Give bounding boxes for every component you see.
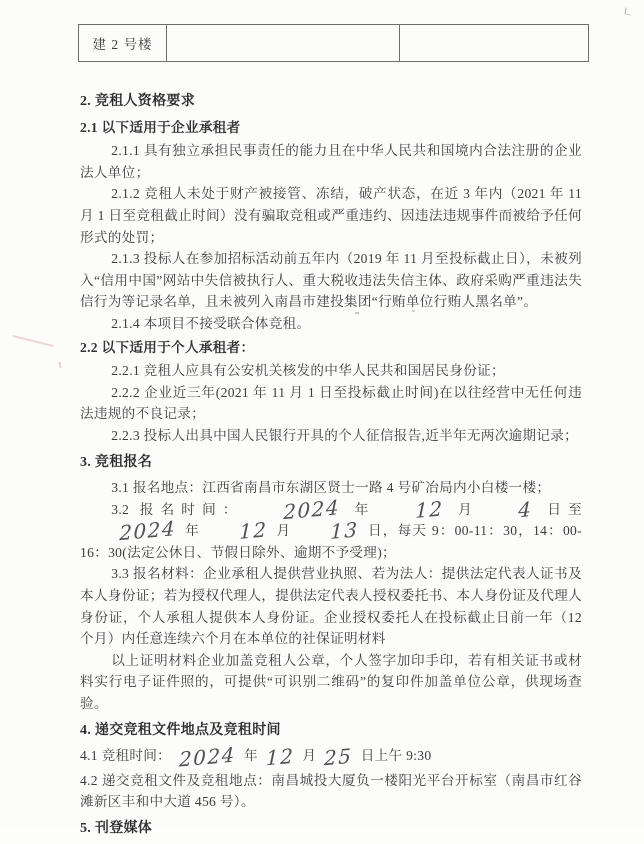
handwritten-text: 2024 bbox=[119, 516, 177, 546]
paragraph bbox=[80, 742, 582, 772]
handwritten-text: 13 bbox=[330, 517, 360, 545]
table-cell-empty-2 bbox=[400, 25, 589, 62]
scan-artifact bbox=[12, 335, 53, 347]
handwritten-text: 25 bbox=[324, 743, 353, 771]
scan-artifact bbox=[58, 362, 61, 368]
handwritten-text: 2024 bbox=[178, 742, 237, 772]
paragraph bbox=[80, 494, 583, 564]
paragraph bbox=[80, 770, 582, 813]
printed-text: 4.2 递交竞租文件及竞租地点：南昌城投大厦负一楼阳光平台开标室（南昌市红谷滩新区丰和中大道 456 号）。 bbox=[80, 772, 582, 810]
printed-text: 2.1.1 具有独立承担民事责任的能力且在中华人民共和国境内合法注册的企业法人单位； bbox=[80, 143, 582, 180]
printed-text: 3.2 报名时间： bbox=[111, 501, 244, 517]
printed-text: 2.2.3 投标人出具中国人民银行开具的个人征信报告,近半年无两次逾期记录； bbox=[111, 427, 579, 443]
handwritten-text: 2024 bbox=[282, 494, 340, 524]
printed-text: 2. 竞租人资格要求 bbox=[80, 94, 195, 109]
paragraph bbox=[80, 382, 582, 425]
printed-text: 2.2.1 竞租人应具有公安机关核发的中华人民共和国居民身份证； bbox=[111, 363, 505, 379]
section-heading bbox=[80, 91, 582, 113]
scan-artifact bbox=[624, 8, 631, 16]
printed-text: 日上午 9:30 bbox=[360, 748, 432, 764]
printed-text: 2.2 以下适用于个人承租者： bbox=[80, 339, 255, 355]
table-row bbox=[79, 25, 589, 62]
printed-text: 年 bbox=[347, 501, 376, 517]
table-cell-building-label: 建 2 号楼 bbox=[79, 25, 167, 62]
handwritten-text: 12 bbox=[238, 517, 268, 545]
paragraph bbox=[80, 140, 582, 183]
paragraph bbox=[80, 183, 582, 248]
printed-text: 年 bbox=[243, 748, 258, 764]
printed-text: 2.1 以下适用于企业承租者 bbox=[80, 119, 241, 135]
section-heading bbox=[80, 818, 582, 840]
printed-text: 4. 递交竞租文件地点及竞租时间 bbox=[80, 722, 281, 738]
printed-text: 3. 竞租报名 bbox=[80, 454, 153, 470]
printed-text: 年 bbox=[184, 523, 200, 539]
printed-text: 4.1 竞租时间： bbox=[80, 748, 172, 764]
document-body bbox=[80, 86, 582, 844]
paragraph bbox=[80, 563, 582, 649]
printed-text: 3.3 报名材料：企业承租人提供营业执照、若为法人：提供法定代表人证书及本人身份证；若为授权代理人，提供法定代表人授权委托书、本人身份证及代理人身份证，个人承租人提供本人身份证。企业授权委托人在投标截止日前一年（12 个月）内任意连续六个月在本单位的社保证明材料 bbox=[80, 566, 582, 647]
handwritten-text: 12 bbox=[414, 496, 444, 523]
printed-text: 以上证明材料企业加盖竞租人公章，个人签字加印手印，若有相关证书或材料实行电子证件照的，可提供“可识别二维码”的复印件加盖单位公章，供现场查验。 bbox=[80, 652, 582, 712]
building-table bbox=[78, 24, 589, 62]
paragraph bbox=[80, 248, 582, 313]
section-heading bbox=[80, 452, 582, 474]
handwritten-text: 12 bbox=[265, 743, 295, 771]
printed-text: 3.1 报名地点：江西省南昌市东湖区贤士一路 4 号矿冶局内小白楼一楼； bbox=[111, 480, 551, 496]
paragraph bbox=[80, 425, 582, 447]
section-heading bbox=[80, 720, 582, 742]
section-heading bbox=[80, 337, 582, 359]
paragraph bbox=[80, 360, 582, 382]
paragraph bbox=[80, 650, 582, 715]
printed-text: 5. 刊登媒体 bbox=[80, 821, 153, 836]
printed-text: 2.1.2 竞租人未处于财产被接管、冻结，破产状态，在近 3 年内（2021 年 11 月 1 日至竞租截止时间）没有骗取竞租或严重违约、因违法违规事件而被给予任何形式的处罚； bbox=[80, 186, 582, 245]
printed-text: 月 bbox=[275, 523, 292, 539]
printed-text: 月 bbox=[302, 748, 317, 764]
printed-text: 2.1.3 投标人在参加招标活动前五年内（2019 年 11 月至投标截止日），未被列入“信用中国”网站中失信被执行人、重大税收违法失信主体、政府采购严重违法失信行为等记录名单，且未被列入南昌市建投集团“行贿单位行贿人黑名单”。 bbox=[80, 251, 582, 310]
printed-text: 日至 bbox=[540, 501, 583, 517]
handwritten-text: 4 bbox=[517, 496, 533, 523]
paragraph bbox=[80, 313, 582, 335]
printed-text: 日，每天 9：00-11：30，14：00-16：30(法定公休日、节假日除外、逾期不予受理)； bbox=[80, 523, 582, 560]
section-heading bbox=[80, 117, 582, 139]
printed-text: 月 bbox=[451, 501, 479, 517]
printed-text: 2.2.2 企业近三年(2021 年 11 月 1 日至投标截止时间)在以往经营中无任何违法违规的不良记录； bbox=[80, 384, 582, 422]
printed-text: 2.1.4 本项目不接受联合体竞租。 bbox=[111, 315, 311, 331]
table-cell-empty-1 bbox=[167, 25, 400, 62]
